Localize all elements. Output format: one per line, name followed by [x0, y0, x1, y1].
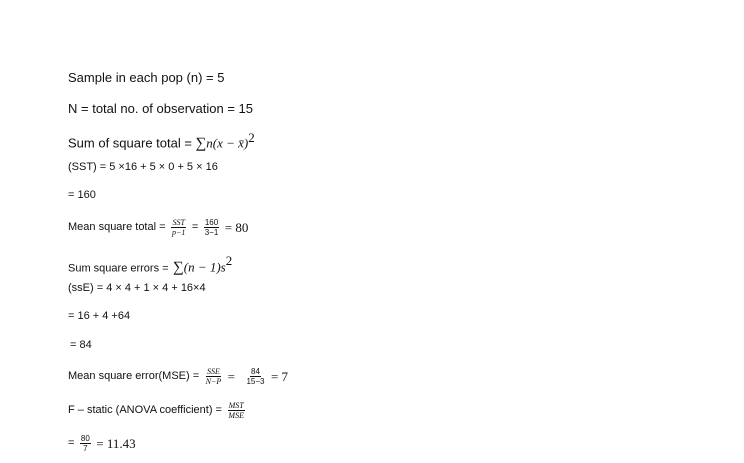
f-statistic-label: F – static (ANOVA coefficient) =: [68, 404, 222, 417]
mst-label: Mean square total =: [68, 221, 166, 234]
mst-equals: =: [191, 221, 199, 234]
sse-partial-sum: = 16 + 4 +64: [68, 310, 131, 322]
sample-size-line: Sample in each pop (n) = 5: [68, 70, 225, 85]
sst-label: Sum of square total =: [68, 135, 192, 151]
mean-square-error-line: [68, 367, 288, 386]
sse-exponent: 2: [225, 253, 233, 268]
f-statistic-fraction: [227, 401, 245, 420]
mse-fraction-denominator: N−P: [205, 377, 222, 387]
mst-result: = 80: [224, 220, 249, 236]
mst-fraction-numerator: SST: [172, 218, 185, 227]
mse-numeric-denominator: 15−3: [246, 377, 265, 387]
mst-fraction-symbolic: [171, 218, 186, 237]
sst-exponent: 2: [248, 130, 255, 145]
mse-fraction-symbolic: [205, 367, 223, 386]
f-statistic-line: [68, 401, 246, 420]
mse-equals: =: [227, 369, 236, 385]
f-result-equals: =: [68, 437, 75, 450]
total-observations-line: N = total no. of observation = 15: [68, 101, 254, 116]
mst-numeric-numerator: 160: [204, 218, 219, 227]
mst-fraction-numeric: [204, 218, 220, 237]
mse-numeric-numerator: 84: [251, 367, 260, 376]
sum-square-total-formula: [68, 131, 255, 151]
sst-value: = 160: [68, 189, 96, 201]
mse-fraction-numerator: SSE: [206, 367, 220, 376]
sse-label: Sum square errors =: [68, 262, 169, 275]
summation-symbol: ∑: [195, 135, 207, 152]
sum-square-errors-formula: [68, 254, 232, 275]
f-fraction-denominator: MSE: [228, 411, 244, 421]
f-result-value: = 11.43: [96, 436, 136, 452]
sse-value: = 84: [70, 339, 92, 351]
summation-symbol: ∑: [173, 259, 184, 276]
sse-expression: (n − 1)s: [183, 259, 226, 275]
f-result-numerator: 80: [80, 434, 90, 443]
f-result-denominator: 7: [83, 444, 88, 454]
mean-square-total-line: [68, 218, 248, 237]
sst-calculation: (SST) = 5 ×16 + 5 × 0 + 5 × 16: [68, 161, 218, 173]
f-statistic-result-line: [68, 434, 136, 453]
mst-numeric-denominator: 3−1: [204, 228, 219, 238]
sse-calculation: (ssE) = 4 × 4 + 1 × 4 + 16×4: [68, 282, 206, 294]
mse-label: Mean square error(MSE) =: [68, 370, 200, 383]
mse-fraction-numeric: [245, 367, 265, 386]
f-result-fraction: [80, 434, 91, 453]
mse-result: = 7: [270, 369, 289, 385]
sst-expression: n(x − x̄): [206, 135, 249, 151]
mst-fraction-denominator: p−1: [172, 228, 186, 238]
f-fraction-numerator: MST: [228, 401, 244, 410]
